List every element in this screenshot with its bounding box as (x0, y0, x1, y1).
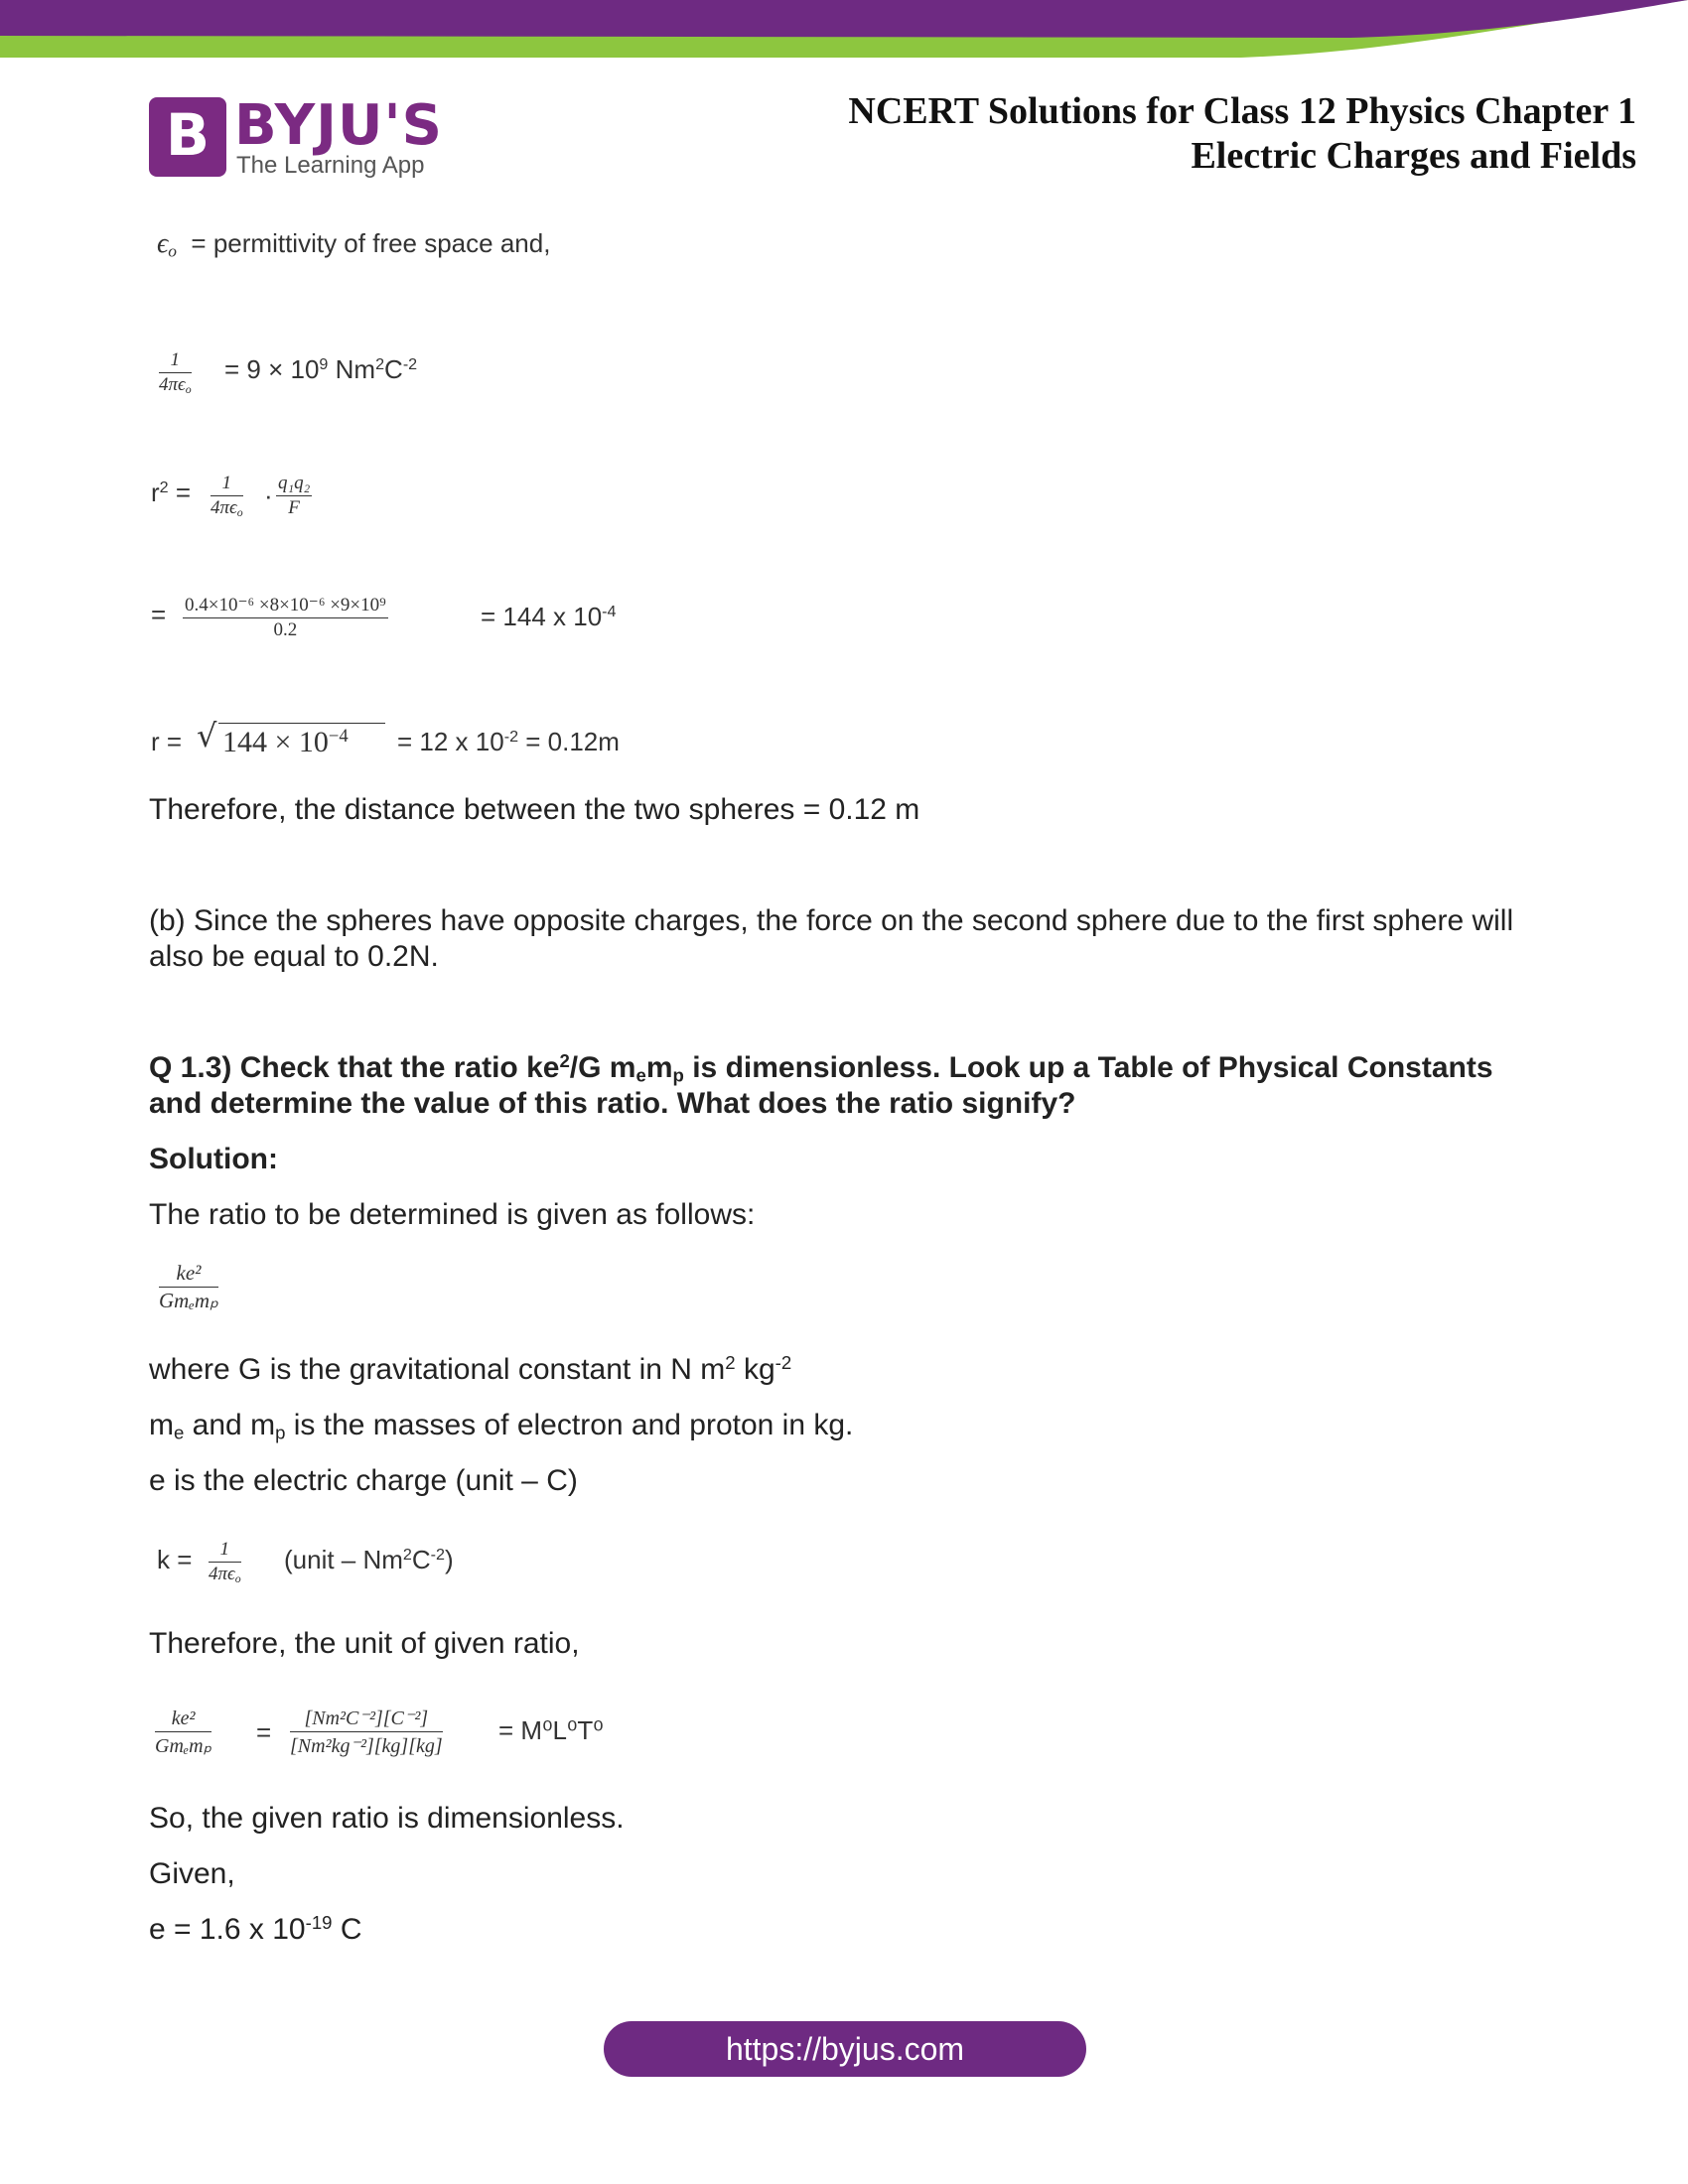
unit-intro: Therefore, the unit of given ratio, (149, 1627, 580, 1660)
r-squared-fraction-1: 1 $4\pi\epsilon_o$ (211, 473, 243, 519)
r-result: = 12 x $10^{-2} = 0.12m$ (397, 727, 620, 756)
epsilon-definition: $\epsilon_o$ = permittivity of free space and, (157, 228, 551, 261)
coulomb-constant-value: = $9 \times 10^9$ $Nm^2C^{-2}$ (224, 354, 418, 384)
distance-squared-result: = 144 x $10^{-4}$ (481, 602, 617, 631)
unit-eq-sign: = (256, 1717, 272, 1747)
unit-ratio-rhs: $\frac{\text{[Nm²C⁻²][C⁻²]}}{\text{[Nm²kg⁻²][kg][kg]}}$ (290, 1707, 443, 1757)
r-squared-lhs: $r^2$ = (151, 478, 192, 507)
r-squared-fraction-2: $\frac{\text{q₁q₂}}{F}$ (278, 473, 311, 518)
footer-url-link[interactable]: https://byjus.com (604, 2021, 1086, 2077)
unit-result: = M⁰L⁰T⁰ (498, 1715, 604, 1745)
k-fraction: 1 $4\pi\epsilon_o$ (209, 1539, 241, 1585)
page-title-line1: NCERT Solutions for Class 12 Physics Chapter 1 (848, 90, 1636, 132)
part-b-line1: (b) Since the spheres have opposite charges, the force on the second sphere due to the first sphere will (149, 904, 1514, 937)
distance-calc-fraction: $\frac{\text{0.4×10⁻⁶ ×8×10⁻⁶ ×9×10⁹}}{0.2}$ (185, 595, 386, 640)
gravitational-constant-text: where G is the gravitational constant in N $m^2$ $kg^{-2}$ (149, 1351, 792, 1386)
given-label: Given, (149, 1857, 235, 1890)
ratio-intro: The ratio to be determined is given as follows: (149, 1198, 756, 1231)
eq-sign: = (151, 600, 167, 629)
unit-ratio-lhs: ke² Gmₑmₚ (155, 1707, 212, 1757)
k-lhs: k = (157, 1545, 193, 1574)
sqrt-symbol: √ (197, 717, 217, 754)
coulomb-constant-fraction: 1 $4\pi\epsilon_o$ (159, 349, 192, 396)
question-1-3-line1: Q 1.3) Check that the ratio $ke^2/G$ $m_em_p$ is dimensionless. Look up a Table of Physical Constants (149, 1049, 1493, 1086)
top-banner (0, 0, 1688, 69)
byjus-logo-mark: B (149, 97, 226, 177)
masses-text: $m_e$ and $m_p$ is the masses of electron and proton in kg. (149, 1409, 854, 1443)
sqrt-bar (218, 723, 385, 724)
byjus-logo-name: BYJU'S (234, 93, 443, 158)
r-lhs: r = (151, 727, 183, 756)
sqrt-radicand: $144 \times 10^{-4}$ (222, 725, 349, 758)
part-b-line2: also be equal to 0.2N. (149, 940, 439, 973)
distance-conclusion: Therefore, the distance between the two spheres = 0.12 m (149, 793, 920, 826)
dimensionless-conclusion: So, the given ratio is dimensionless. (149, 1802, 625, 1835)
byjus-logo-tagline: The Learning App (236, 152, 425, 179)
solution-heading: Solution: (149, 1143, 278, 1175)
k-unit: (unit – $Nm^2C^{-2}$) (284, 1545, 454, 1574)
dot-operator: · (264, 480, 273, 510)
ratio-fraction: ke² Gmₑmₚ (159, 1261, 218, 1312)
electron-charge-value: e = 1.6 x $10^{-19}$ C (149, 1911, 362, 1946)
charge-text: e is the electric charge (unit – C) (149, 1464, 578, 1497)
page-title-line2: Electric Charges and Fields (1191, 135, 1636, 177)
question-1-3-line2: and determine the value of this ratio. What does the ratio signify? (149, 1087, 1076, 1120)
